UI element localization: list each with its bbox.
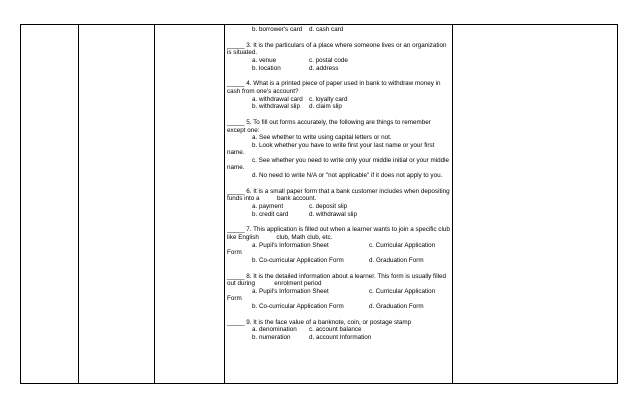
option-a: a. See whether to write using capital letters or not.	[252, 134, 392, 142]
question-3	[227, 42, 453, 72]
option-c-cont: name.	[227, 164, 245, 172]
question-6	[227, 188, 453, 218]
option-d: d. withdrawal slip	[309, 210, 357, 218]
option-b-cont: name.	[227, 149, 245, 157]
option-b: b. numeration	[252, 333, 291, 341]
question-stem: 4. What is a printed piece of paper used in bank to withdraw money in	[246, 80, 441, 88]
option-d: d. account Information	[309, 333, 372, 341]
option-b: b. borrower's card	[252, 26, 303, 33]
option-a: a. withdrawal card	[252, 95, 303, 103]
answer-blank: _____	[227, 272, 245, 280]
answer-blank: _____	[227, 318, 245, 326]
option-a: a. venue	[252, 56, 277, 64]
option-b: b. Co-curricular Application Form	[252, 256, 344, 264]
column-divider	[78, 25, 79, 383]
option-d: d. Graduation Form	[369, 302, 424, 310]
column-divider	[224, 25, 225, 383]
question-stem-cont: cash from one's account?	[227, 87, 299, 95]
question-8	[227, 273, 453, 311]
question-stem-cont: like English club, Math club, etc.	[227, 234, 333, 241]
option-c: c. account balance	[309, 326, 362, 334]
question-stem: 9. It is the face value of a banknote, coin, or postage stamp	[246, 318, 412, 326]
option-c-cont: Form	[227, 295, 242, 303]
answer-blank: _____	[227, 118, 245, 126]
question-2-options	[227, 26, 453, 34]
option-a: a. Pupil's Information Sheet	[252, 287, 329, 295]
question-stem: 3. It is the particulars of a place where someone lives or an organization	[246, 41, 447, 49]
option-b: b. location	[252, 64, 281, 72]
question-stem: 8. It is the detailed information about a learner. This form is usually filled	[246, 272, 447, 280]
option-c: c. deposit slip	[309, 203, 348, 211]
option-d: d. claim slip	[309, 103, 342, 111]
question-7	[227, 226, 453, 264]
option-d: d. No need to write N/A or "not applicable" if it does not apply to you.	[252, 172, 443, 180]
question-stem-cont: is situated.	[227, 49, 258, 57]
answer-blank: _____	[227, 187, 245, 195]
option-b: b. withdrawal slip	[252, 103, 300, 111]
option-a: a. Pupil's Information Sheet	[252, 241, 329, 249]
option-c: c. Curricular Application	[369, 241, 436, 249]
option-b: b. credit card	[252, 210, 289, 218]
question-stem: 7. This application is filled out when a learner wants to join a specific club	[246, 226, 450, 234]
option-b: b. Look whether you have to write first your last name or your first	[252, 141, 435, 149]
option-a: a. denomination	[252, 326, 297, 334]
option-d: d. cash card	[309, 26, 344, 33]
option-c: c. See whether you need to write only your middle initial or your middle	[252, 156, 450, 164]
option-d: d. Graduation Form	[369, 256, 424, 264]
option-d: d. address	[309, 64, 339, 72]
question-stem-cont: except one:	[227, 126, 260, 134]
question-stem: 6. It is a small paper form that a bank customer includes when depositing	[246, 187, 450, 195]
questions-cell	[227, 26, 453, 342]
question-9	[227, 319, 453, 342]
question-4	[227, 80, 453, 110]
answer-blank: _____	[227, 80, 245, 88]
option-c: c. Curricular Application	[369, 287, 436, 295]
question-5	[227, 119, 453, 180]
question-stem-cont: funds into a bank account.	[227, 195, 317, 203]
option-c-cont: Form	[227, 249, 242, 257]
answer-blank: _____	[227, 226, 245, 234]
column-divider	[154, 25, 155, 383]
answer-blank: _____	[227, 41, 245, 49]
question-stem-cont: out during enrolment period	[227, 280, 322, 288]
option-c: c. postal code	[309, 56, 348, 64]
option-a: a. payment	[252, 203, 284, 211]
option-c: c. loyalty card	[309, 95, 348, 103]
option-b: b. Co-curricular Application Form	[252, 302, 344, 310]
question-stem: 5. To fill out forms accurately, the following are things to remember	[246, 118, 431, 126]
